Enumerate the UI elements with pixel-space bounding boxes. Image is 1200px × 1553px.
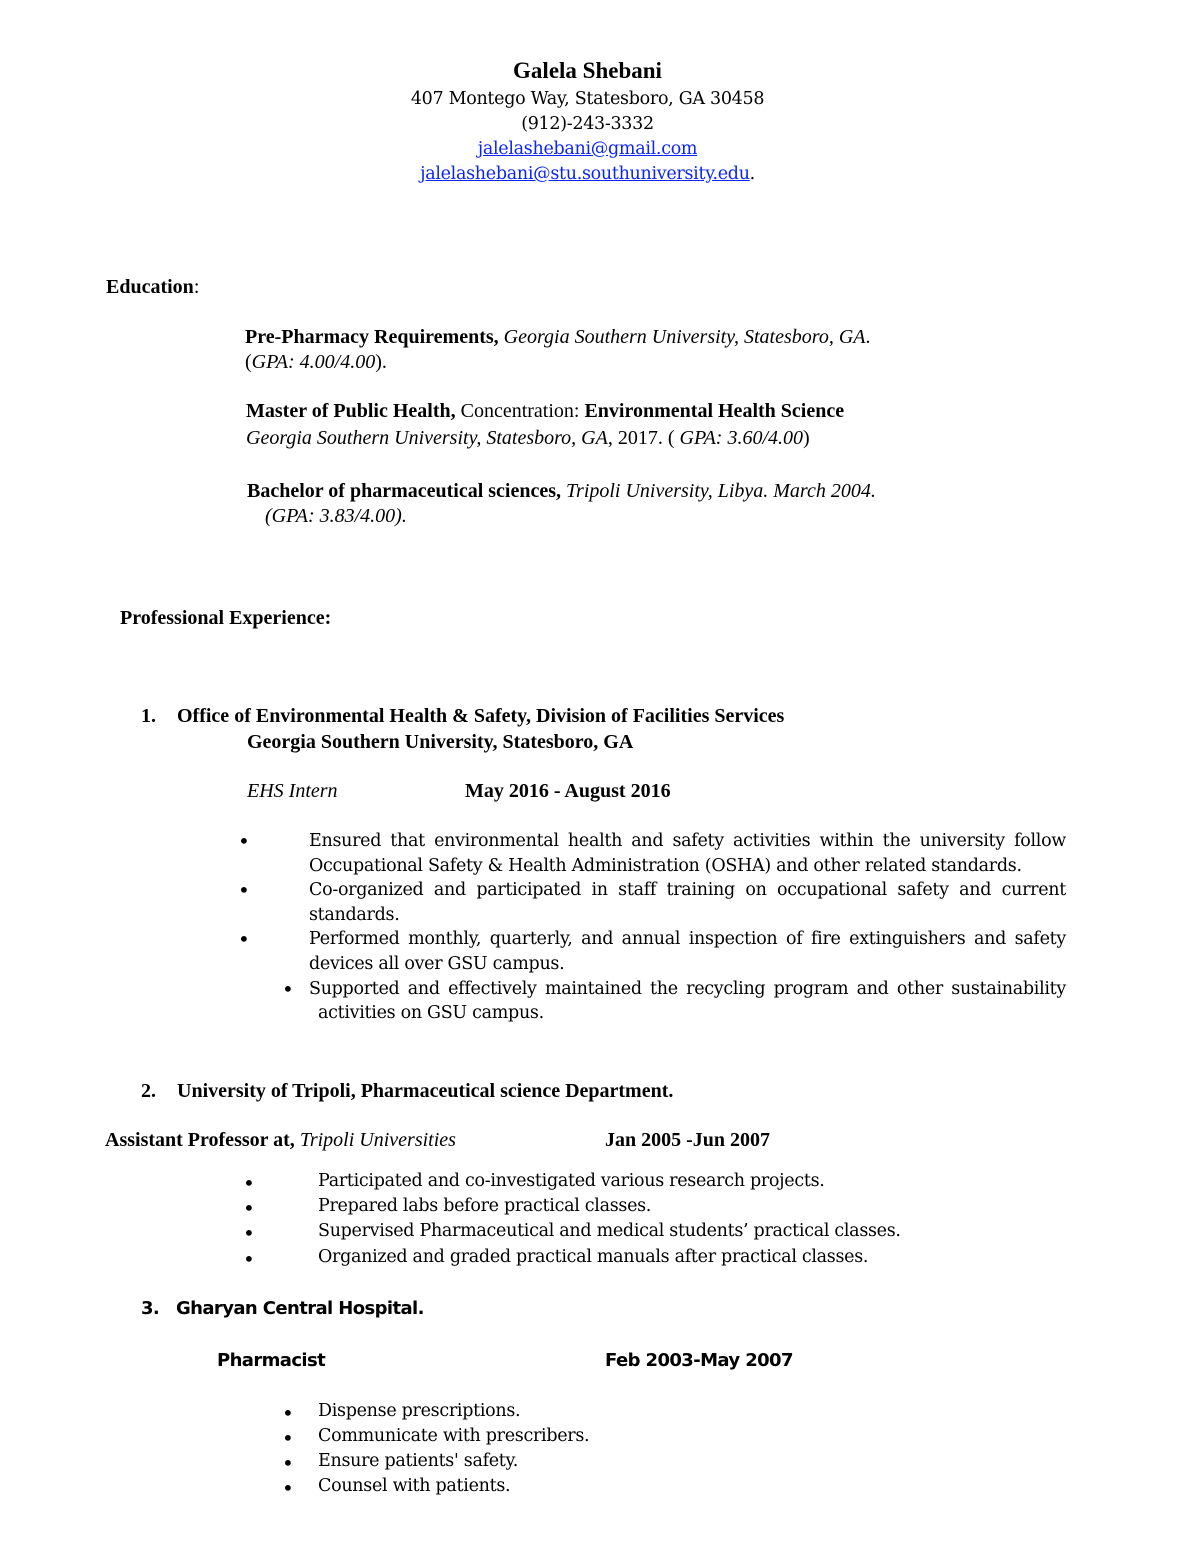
job-1-bullet-4-continued: activities on GSU campus. [318,1003,544,1023]
bullet-icon: • [243,1221,255,1245]
job-2-title: Assistant Professor at, [105,1129,295,1151]
year: , 2017. ( [607,427,675,449]
phone: (912)-243-3332 [521,114,654,134]
job-1-number: 1. [141,705,156,727]
job-1-bullet-4: Supported and effectively maintained the recycling program and other sustainability [309,979,1066,999]
email-line-1 [0,139,1175,159]
bullet-icon: • [243,1247,255,1271]
email-link-gmail[interactable]: jalelashebani@gmail.com [477,139,698,159]
job-3-org: Gharyan Central Hospital. [176,1298,424,1319]
email-line-2 [0,164,1175,184]
bullet-icon: • [243,1171,255,1195]
education-item-mph-school [246,427,810,450]
degree: Bachelor of pharmaceutical sciences, [247,480,562,502]
job-2-title-org: Tripoli Universities [299,1129,456,1151]
education-item-bachelor [247,480,876,503]
job-1-org: Office of Environmental Health & Safety, Division of Facilities Services [177,705,785,727]
job-2-dates: Jan 2005 -Jun 2007 [605,1129,771,1151]
job-1-location: Georgia Southern University, Statesboro, GA [247,731,634,753]
job-2-number: 2. [141,1080,156,1102]
job-2-bullet-2: Prepared labs before practical classes. [318,1196,652,1216]
experience-heading: Professional Experience: [120,607,332,629]
job-1-dates: May 2016 - August 2016 [465,780,671,802]
job-3-bullet-3: Ensure patients' safety. [318,1451,519,1471]
candidate-name: Galela Shebani [513,58,662,83]
gpa-close: ). [375,351,387,373]
job-3-bullet-2: Communicate with prescribers. [318,1426,590,1446]
bullet-icon: • [282,1476,294,1500]
bullet-icon: • [238,878,250,902]
school: Georgia Southern University, Statesboro, GA [246,427,608,449]
bullet-icon: • [282,1426,294,1450]
bullet-icon: • [282,1451,294,1475]
job-3-bullet-4: Counsel with patients. [318,1476,511,1496]
job-2-bullet-4: Organized and graded practical manuals after practical classes. [318,1247,869,1267]
job-3-dates: Feb 2003-May 2007 [605,1350,793,1371]
email-link-university[interactable]: jalelashebani@stu.southuniversity.edu [420,164,750,184]
job-3-number: 3. [141,1298,160,1319]
job-3-bullet-1: Dispense prescriptions. [318,1401,521,1421]
education-item-mph [246,400,844,423]
bullet-icon: • [238,927,250,951]
gpa: GPA: 3.60/4.00 [674,427,804,449]
degree: Pre-Pharmacy Requirements, [245,326,499,348]
job-2-bullet-3: Supervised Pharmaceutical and medical students’ practical classes. [318,1221,901,1241]
concentration: Environmental Health Science [584,400,845,422]
email-suffix: . [749,164,755,184]
bullet-icon: • [282,977,294,1001]
job-2-org: University of Tripoli, Pharmaceutical science Department. [177,1080,674,1102]
job-1-bullet-2: Co-organized and participated in staff training on occupational safety and current standards. [309,880,1066,925]
bullet-icon: • [243,1196,255,1220]
school: Tripoli University, Libya. March 2004. [566,480,876,502]
education-heading-colon: : [193,276,200,298]
education-heading [106,276,199,299]
education-heading-label: Education [106,276,194,298]
bullet-icon: • [238,829,250,853]
job-2-bullet-1: Participated and co-investigated various research projects. [318,1171,825,1191]
bullet-icon: • [282,1401,294,1425]
job-1-bullet-3: Performed monthly, quarterly, and annual inspection of fire extinguishers and safety devices all over GSU campus. [309,929,1066,974]
gpa: GPA: 4.00/4.00 [251,351,376,373]
concentration-label: Concentration: [460,400,580,422]
education-item-prepharmacy [245,326,870,349]
job-3-title: Pharmacist [217,1350,326,1371]
degree: Master of Public Health, [246,400,456,422]
job-1-bullet-1: Ensured that environmental health and safety activities within the university follow Occupational Safety & Health Administration (OSHA) and other related standards. [309,831,1066,876]
gpa-close: ) [803,427,810,449]
job-2-title-line [105,1129,456,1152]
job-1-title: EHS Intern [247,780,338,802]
education-item-prepharmacy-gpa [245,351,387,374]
address: 407 Montego Way, Statesboro, GA 30458 [410,89,765,109]
school: Georgia Southern University, Statesboro, GA [503,326,866,348]
education-item-bachelor-gpa: (GPA: 3.83/4.00). [265,505,407,527]
gpa-open: ( [245,351,252,373]
school-suffix: . [865,326,871,348]
